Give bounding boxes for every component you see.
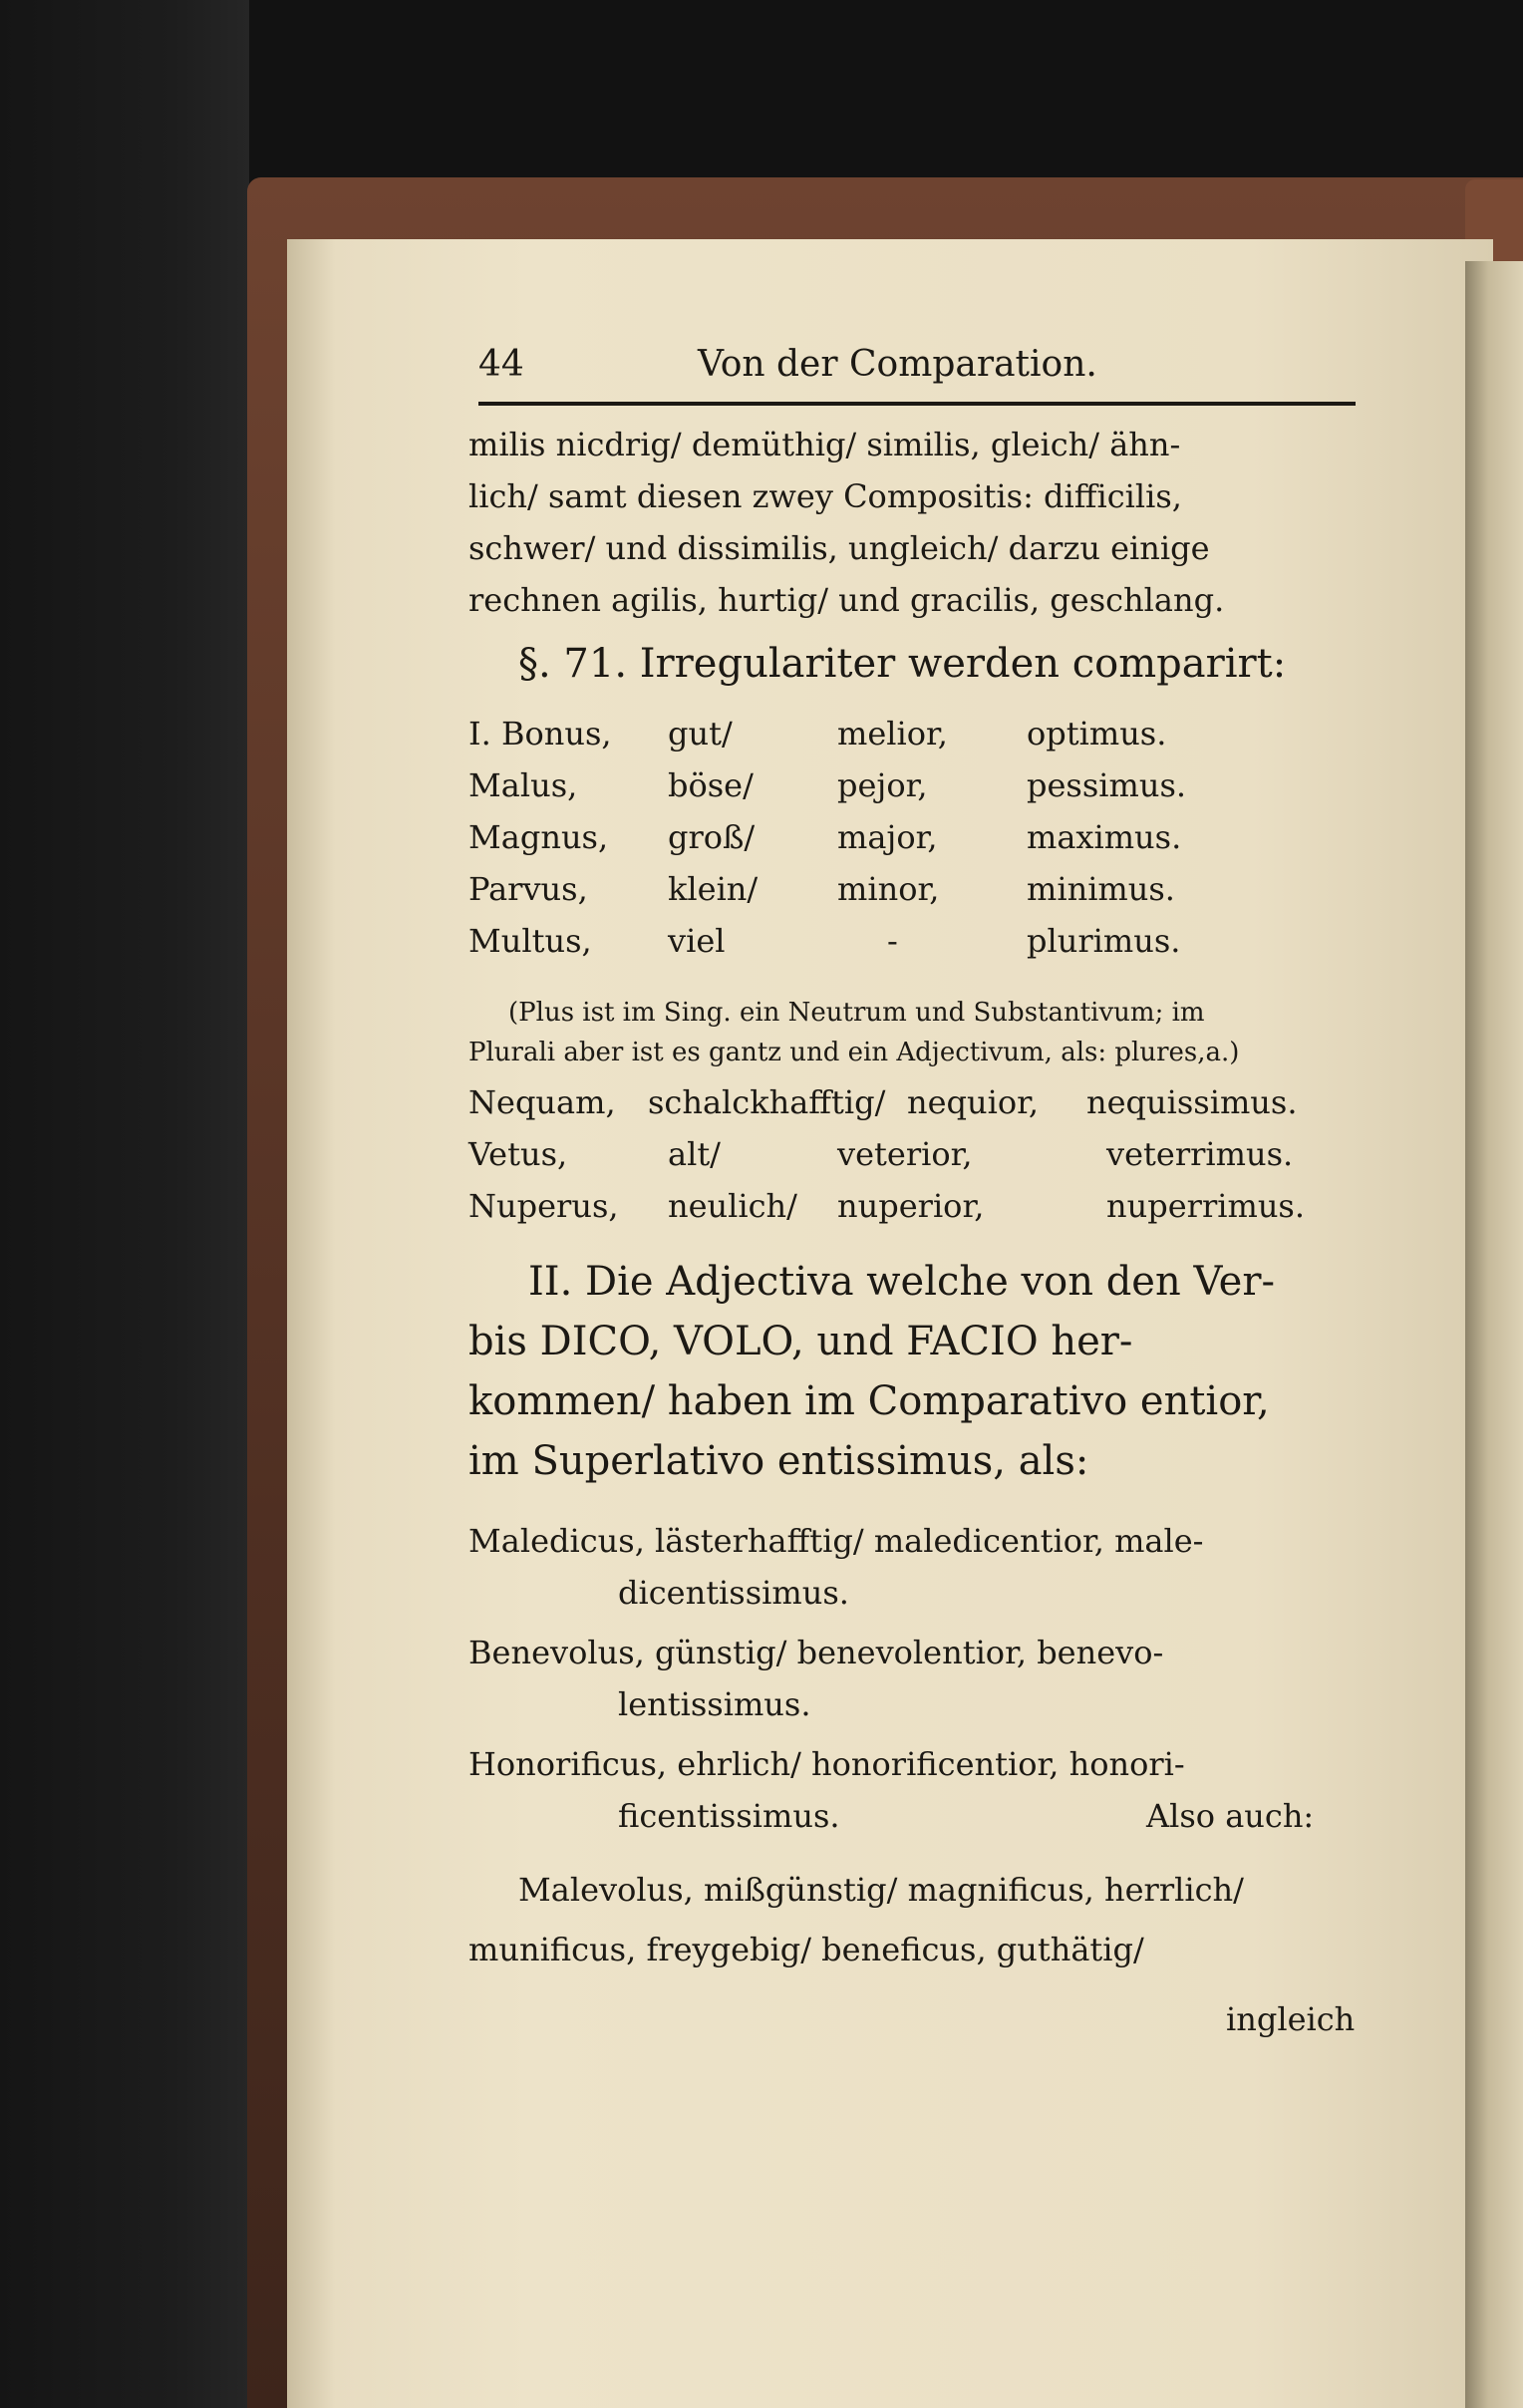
section-ii-line: II. Die Adjectiva welche von den Ver- — [528, 1259, 1275, 1305]
running-head: Von der Comparation. — [698, 344, 1097, 385]
example-line: lentissimus. — [618, 1685, 811, 1723]
table-cell: melior, — [837, 715, 948, 752]
example-line: ficentissimus. — [618, 1797, 840, 1835]
intro-line: milis nicdrig/ demüthig/ similis, gleich/ ähn- — [468, 426, 1181, 463]
table-cell: veterrimus. — [1106, 1135, 1294, 1173]
table-cell: Multus, — [468, 922, 592, 960]
example-line: dicentissimus. — [618, 1574, 849, 1612]
table-cell: neulich/ — [668, 1187, 797, 1225]
table-cell: veterior, — [837, 1135, 973, 1173]
next-page-edge — [1465, 261, 1523, 2408]
table-cell: Nuperus, — [468, 1187, 619, 1225]
table-cell: maximus. — [1027, 818, 1182, 856]
table-cell: groß/ — [668, 818, 756, 856]
table-cell: Nequam, — [468, 1083, 616, 1121]
table-cell: Magnus, — [468, 818, 609, 856]
table-cell: minimus. — [1027, 870, 1175, 908]
section-ii-line: im Superlativo entissimus, als: — [468, 1438, 1089, 1484]
page-number: 44 — [478, 344, 524, 385]
example-line: Maledicus, lästerhafftig/ maledicentior, male- — [468, 1522, 1204, 1560]
table-cell: böse/ — [668, 766, 754, 804]
table-cell: major, — [837, 818, 938, 856]
final-line: Malevolus, mißgünstig/ magnificus, herrlich/ — [518, 1871, 1244, 1909]
table-cell: optimus. — [1027, 715, 1167, 752]
table-cell: nequissimus. — [1086, 1083, 1298, 1121]
plus-note: Plurali aber ist es gantz und ein Adjectivum, als: plures,a.) — [468, 1038, 1240, 1067]
section-71-heading: §. 71. Irregulariter werden comparirt: — [518, 641, 1287, 687]
table-cell: Malus, — [468, 766, 578, 804]
table-cell: nuperior, — [837, 1187, 985, 1225]
example-line: Benevolus, günstig/ benevolentior, benevo- — [468, 1634, 1164, 1671]
table-cell: nequior, — [907, 1083, 1040, 1121]
table-cell: pessimus. — [1027, 766, 1187, 804]
intro-line: schwer/ und dissimilis, ungleich/ darzu einige — [468, 529, 1210, 567]
plus-note: (Plus ist im Sing. ein Neutrum und Substantivum; im — [508, 998, 1205, 1028]
table-cell: schalckhafftig/ — [648, 1083, 886, 1121]
table-cell: klein/ — [668, 870, 759, 908]
final-line: munificus, freygebig/ beneficus, guthätig/ — [468, 1931, 1144, 1968]
example-line: Honorificus, ehrlich/ honorificentior, honori- — [468, 1745, 1185, 1783]
table-cell: - — [887, 922, 898, 960]
catchword: ingleich — [1226, 2000, 1356, 2038]
table-cell: gut/ — [668, 715, 733, 752]
intro-line: rechnen agilis, hurtig/ und gracilis, geschlang. — [468, 581, 1225, 619]
section-ii-line: kommen/ haben im Comparativo entior, — [468, 1378, 1270, 1424]
background-left — [0, 0, 249, 2408]
intro-line: lich/ samt diesen zwey Compositis: difficilis, — [468, 477, 1182, 515]
section-ii-line: bis DICO, VOLO, und FACIO her- — [468, 1319, 1133, 1364]
table-cell: I. Bonus, — [468, 715, 612, 752]
table-cell: viel — [668, 922, 726, 960]
table-cell: pejor, — [837, 766, 928, 804]
table-cell: plurimus. — [1027, 922, 1181, 960]
table-cell: alt/ — [668, 1135, 721, 1173]
table-cell: nuperrimus. — [1106, 1187, 1306, 1225]
table-cell: Vetus, — [468, 1135, 568, 1173]
table-cell: minor, — [837, 870, 940, 908]
table-cell: Parvus, — [468, 870, 588, 908]
also-label: Also auch: — [1146, 1797, 1315, 1835]
header-rule — [478, 402, 1356, 406]
